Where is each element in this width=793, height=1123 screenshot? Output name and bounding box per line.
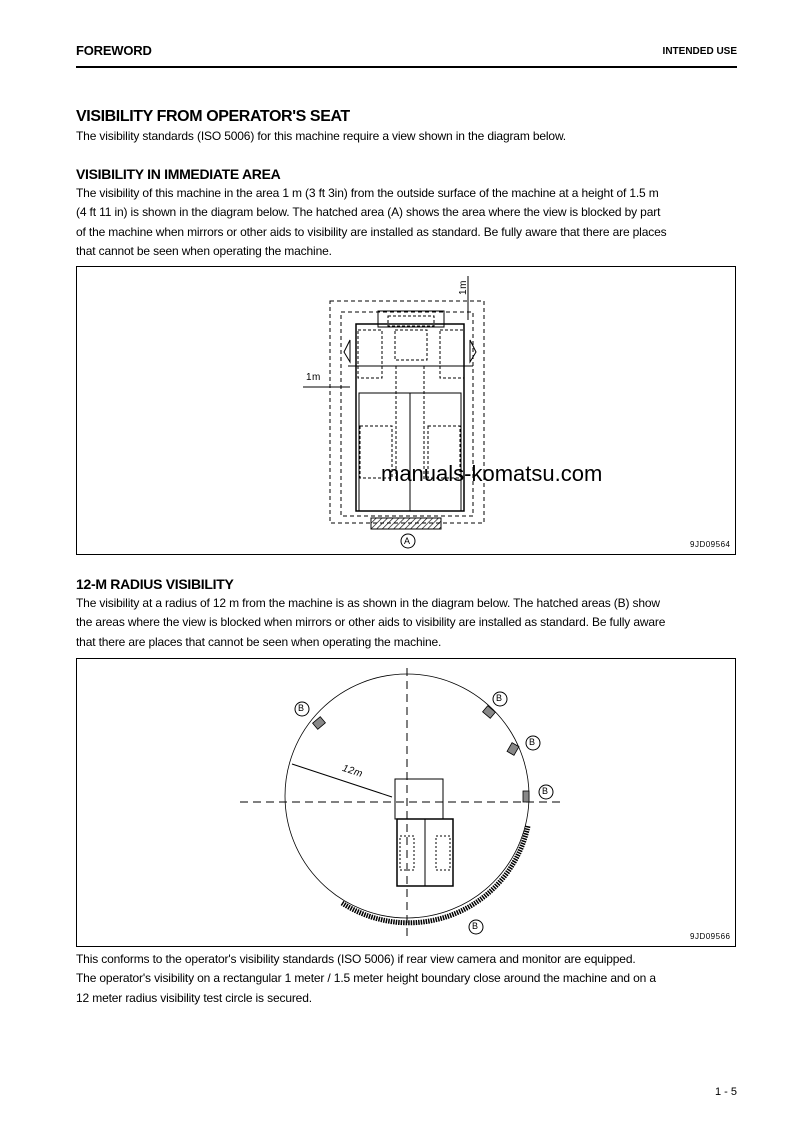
figure-id-1: 9JD09564 bbox=[690, 540, 731, 549]
radius-title: 12-M RADIUS VISIBILITY bbox=[76, 576, 234, 592]
dimension-label-top: 1m bbox=[457, 280, 469, 295]
main-title: VISIBILITY FROM OPERATOR'S SEAT bbox=[76, 108, 350, 125]
dimension-label-left: 1m bbox=[306, 372, 321, 383]
watermark: manuals-komatsu.com bbox=[381, 461, 603, 486]
area-label-b-3: B bbox=[529, 737, 536, 747]
area-label-b-2: B bbox=[496, 693, 503, 703]
area-label-b-4: B bbox=[542, 786, 549, 796]
main-intro: The visibility standards (ISO 5006) for this machine require a view shown in the diagram below. bbox=[76, 129, 566, 143]
figure-id-2: 9JD09566 bbox=[690, 932, 731, 941]
area-label-a: A bbox=[404, 536, 411, 546]
immediate-text: The visibility of this machine in the area 1 m (3 ft 3in) from the outside surface of the machine at a height of 1.5 m (4 ft 11 in) is shown in the diagram below. The hatched area (A) shows the area where the view is blocked by part of the machine when mirrors or other aids to visibility are installed as standard. Be fully aware that there are places that cannot be seen when operating the machine. bbox=[76, 186, 667, 258]
area-label-b-5: B bbox=[472, 921, 479, 931]
radius-label: 12m bbox=[340, 763, 365, 780]
area-label-b-1: B bbox=[298, 703, 305, 713]
header-chapter: INTENDED USE bbox=[662, 46, 737, 57]
header-section: FOREWORD bbox=[76, 43, 152, 58]
closing-text: This conforms to the operator's visibility standards (ISO 5006) if rear view camera and monitor are equipped. The operator's visibility on a rectangular 1 meter / 1.5 meter height boundary close around the machine and on a 12 meter radius visibility test circle is secured. bbox=[76, 952, 656, 1005]
page-number: 1 - 5 bbox=[714, 1086, 737, 1098]
radius-text: The visibility at a radius of 12 m from the machine is as shown in the diagram below. The hatched areas (B) show the areas where the view is blocked when mirrors or other aids to visibility are installed as standard. Be fully aware that there are places that cannot be seen when operating the machine. bbox=[76, 596, 666, 649]
immediate-title: VISIBILITY IN IMMEDIATE AREA bbox=[76, 166, 281, 182]
